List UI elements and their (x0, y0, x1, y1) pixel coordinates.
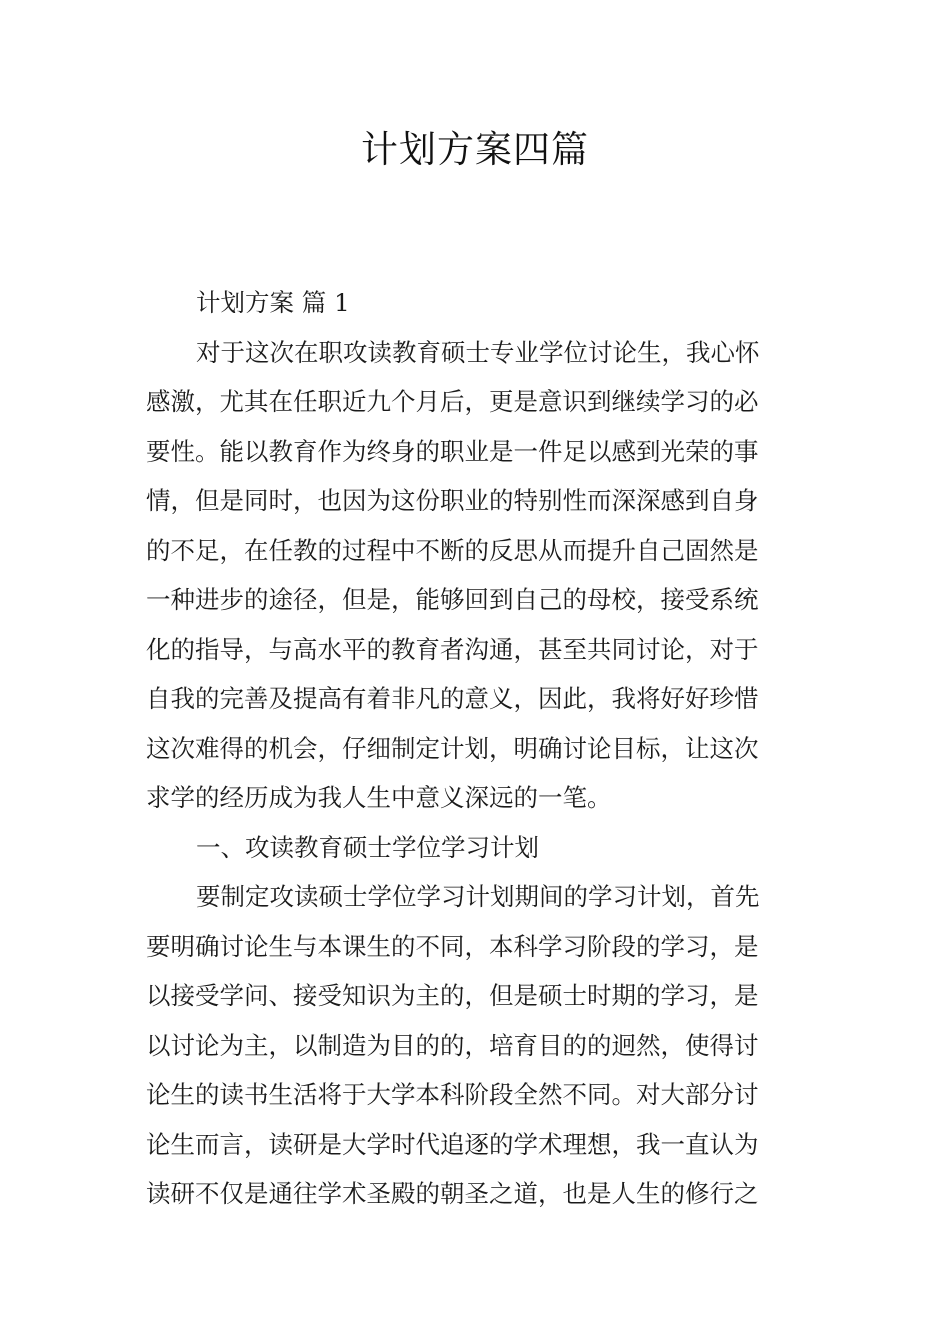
paragraph-1 (146, 328, 806, 823)
paragraph-line: 自我的完善及提高有着非凡的意义，因此，我将好好珍惜 (146, 684, 759, 713)
paragraph-line: 以接受学问、接受知识为主的，但是硕士时期的学习，是 (146, 981, 759, 1010)
paragraph-line: 要制定攻读硕士学位学习计划期间的学习计划，首先 (196, 882, 760, 911)
paragraph-2 (146, 872, 806, 1219)
paragraph-line: 对于这次在职攻读教育硕士专业学位讨论生，我心怀 (196, 337, 760, 367)
subheading: 一、攻读教育硕士学位学习计划 (196, 832, 539, 862)
paragraph-line: 论生的读书生活将于大学本科阶段全然不同。对大部分讨 (146, 1080, 759, 1109)
paragraph-line: 要明确讨论生与本课生的不同，本科学习阶段的学习，是 (146, 931, 759, 961)
section-heading: 计划方案 篇 1 (196, 288, 350, 317)
paragraph-line: 一种进步的途径，但是，能够回到自己的母校，接受系统 (146, 585, 759, 614)
paragraph-line: 要性。能以教育作为终身的职业是一件足以感到光荣的事 (146, 436, 759, 466)
paragraph-line: 情，但是同时，也因为这份职业的特别性而深深感到自身 (146, 486, 759, 515)
paragraph-line: 这次难得的机会，仔细制定计划，明确讨论目标，让这次 (146, 733, 759, 763)
paragraph-line: 读研不仅是通往学术圣殿的朝圣之道，也是人生的修行之 (146, 1179, 759, 1208)
paragraph-line: 求学的经历成为我人生中意义深远的一笔。 (146, 783, 612, 812)
document-title: 计划方案四篇 (361, 128, 589, 171)
paragraph-line: 化的指导，与高水平的教育者沟通，甚至共同讨论，对于 (146, 634, 759, 664)
paragraph-line: 以讨论为主，以制造为目的的，培育目的的迥然，使得讨 (146, 1030, 759, 1060)
paragraph-line: 感激，尤其在任职近九个月后，更是意识到继续学习的必 (146, 387, 759, 416)
document-body (146, 278, 806, 1219)
paragraph-line: 的不足，在任教的过程中不断的反思从而提升自己固然是 (146, 535, 759, 565)
paragraph-line: 论生而言，读研是大学时代追逐的学术理想，我一直认为 (146, 1129, 759, 1159)
